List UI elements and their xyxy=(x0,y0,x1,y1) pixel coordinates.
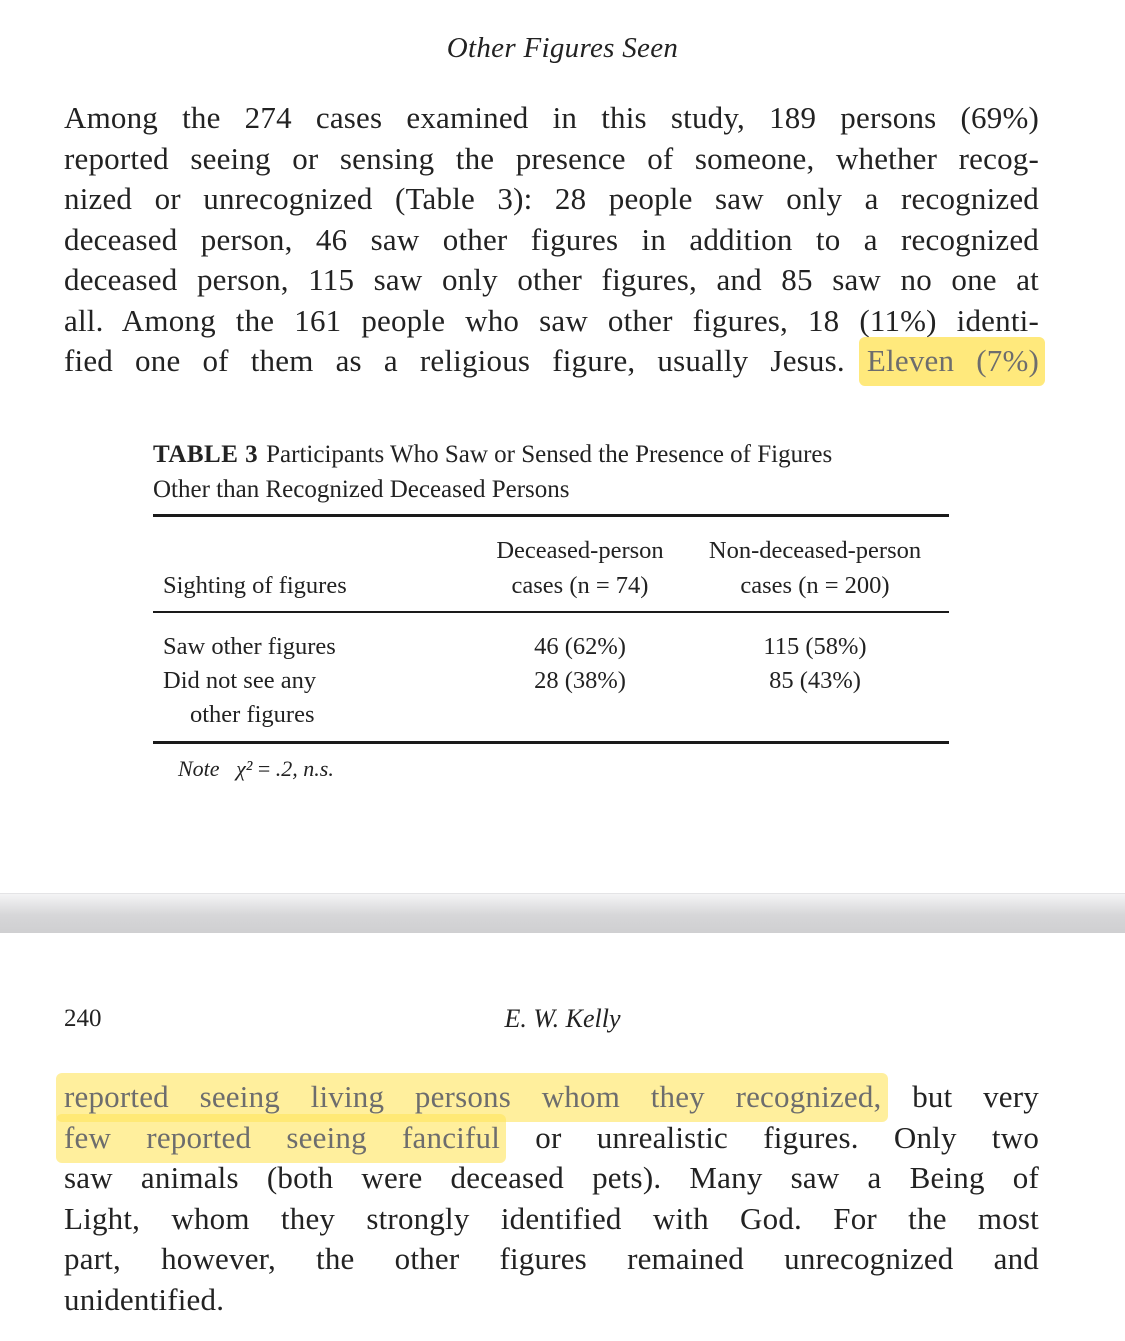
body-paragraph-bottom xyxy=(64,1077,1039,1320)
paragraph-line: Light, whom they strongly identified with God. For the most xyxy=(64,1200,1039,1236)
highlighted-text[interactable]: Eleven (7%) xyxy=(866,343,1039,378)
highlighted-text[interactable]: few reported seeing fanciful xyxy=(64,1119,501,1155)
paragraph-text: or unrealistic figures. Only two xyxy=(535,1119,1040,1155)
note-label: Note xyxy=(178,756,220,781)
body-paragraph-top xyxy=(64,98,1039,382)
equals-sign: = xyxy=(257,756,271,781)
paragraph-line: nized or unrecognized (Table 3): 28 people saw only a recognized xyxy=(64,181,1039,216)
row-label-did-not-see: Did not see any xyxy=(163,667,317,694)
paragraph-line-last: unidentified. xyxy=(64,1281,225,1317)
column-header-sighting: Sighting of figures xyxy=(163,572,347,599)
paragraph-line: deceased person, 46 saw other figures in addition to a recognized xyxy=(64,221,1039,257)
row-label-did-not-see-cont: other figures xyxy=(190,701,315,728)
page-number: 240 xyxy=(64,1005,102,1032)
table-label: TABLE 3 xyxy=(153,441,259,468)
paragraph-line: Among the 274 cases examined in this study, 189 persons (69%) xyxy=(64,100,1039,135)
row-label-saw: Saw other figures xyxy=(163,633,336,660)
cell-saw-non-deceased: 115 (58%) xyxy=(763,633,867,660)
table-caption-text: Participants Who Saw or Sensed the Presence of Figures Other than Recognized Deceased Persons xyxy=(153,441,833,503)
table-rule-bottom xyxy=(153,741,949,744)
paragraph-line xyxy=(64,1118,1039,1159)
cell-saw-deceased: 46 (62%) xyxy=(534,633,626,660)
section-heading: Other Figures Seen xyxy=(446,32,679,64)
page-break-divider xyxy=(0,893,1125,933)
paragraph-line-last xyxy=(64,341,1039,382)
column-header-deceased: Deceased-person xyxy=(496,537,664,564)
table-rule-top xyxy=(153,514,949,517)
table-caption xyxy=(153,437,873,507)
highlighted-text[interactable]: reported seeing living persons whom they recognized, xyxy=(64,1079,882,1114)
paragraph-text: but very xyxy=(912,1079,1039,1114)
cell-not-seen-non-deceased: 85 (43%) xyxy=(769,667,861,694)
paragraph-line: reported seeing or sensing the presence of someone, whether recog- xyxy=(64,140,1039,176)
column-header-non-deceased: Non-deceased-person xyxy=(708,537,922,564)
paragraph-line: saw animals (both were deceased pets). Many saw a Being of xyxy=(64,1160,1039,1195)
paragraph-line: part, however, the other figures remained unrecognized and xyxy=(64,1241,1039,1276)
paragraph-line: deceased person, 115 saw only other figures, and 85 saw no one at xyxy=(64,262,1039,297)
table-note xyxy=(178,756,334,782)
note-value: .2, n.s. xyxy=(275,756,334,781)
cell-not-seen-deceased: 28 (38%) xyxy=(534,667,626,694)
paragraph-line: all. Among the 161 people who saw other figures, 18 (11%) identi- xyxy=(64,302,1039,338)
column-header-deceased-n: cases (n = 74) xyxy=(511,572,649,599)
paragraph-line xyxy=(64,1077,1039,1118)
table-rule-header xyxy=(153,611,949,613)
chi-square-symbol: χ² xyxy=(236,756,253,781)
column-header-non-deceased-n: cases (n = 200) xyxy=(740,572,890,599)
paragraph-text: fied one of them as a religious figure, usually Jesus. xyxy=(64,343,845,378)
running-head: E. W. Kelly xyxy=(504,1004,621,1033)
